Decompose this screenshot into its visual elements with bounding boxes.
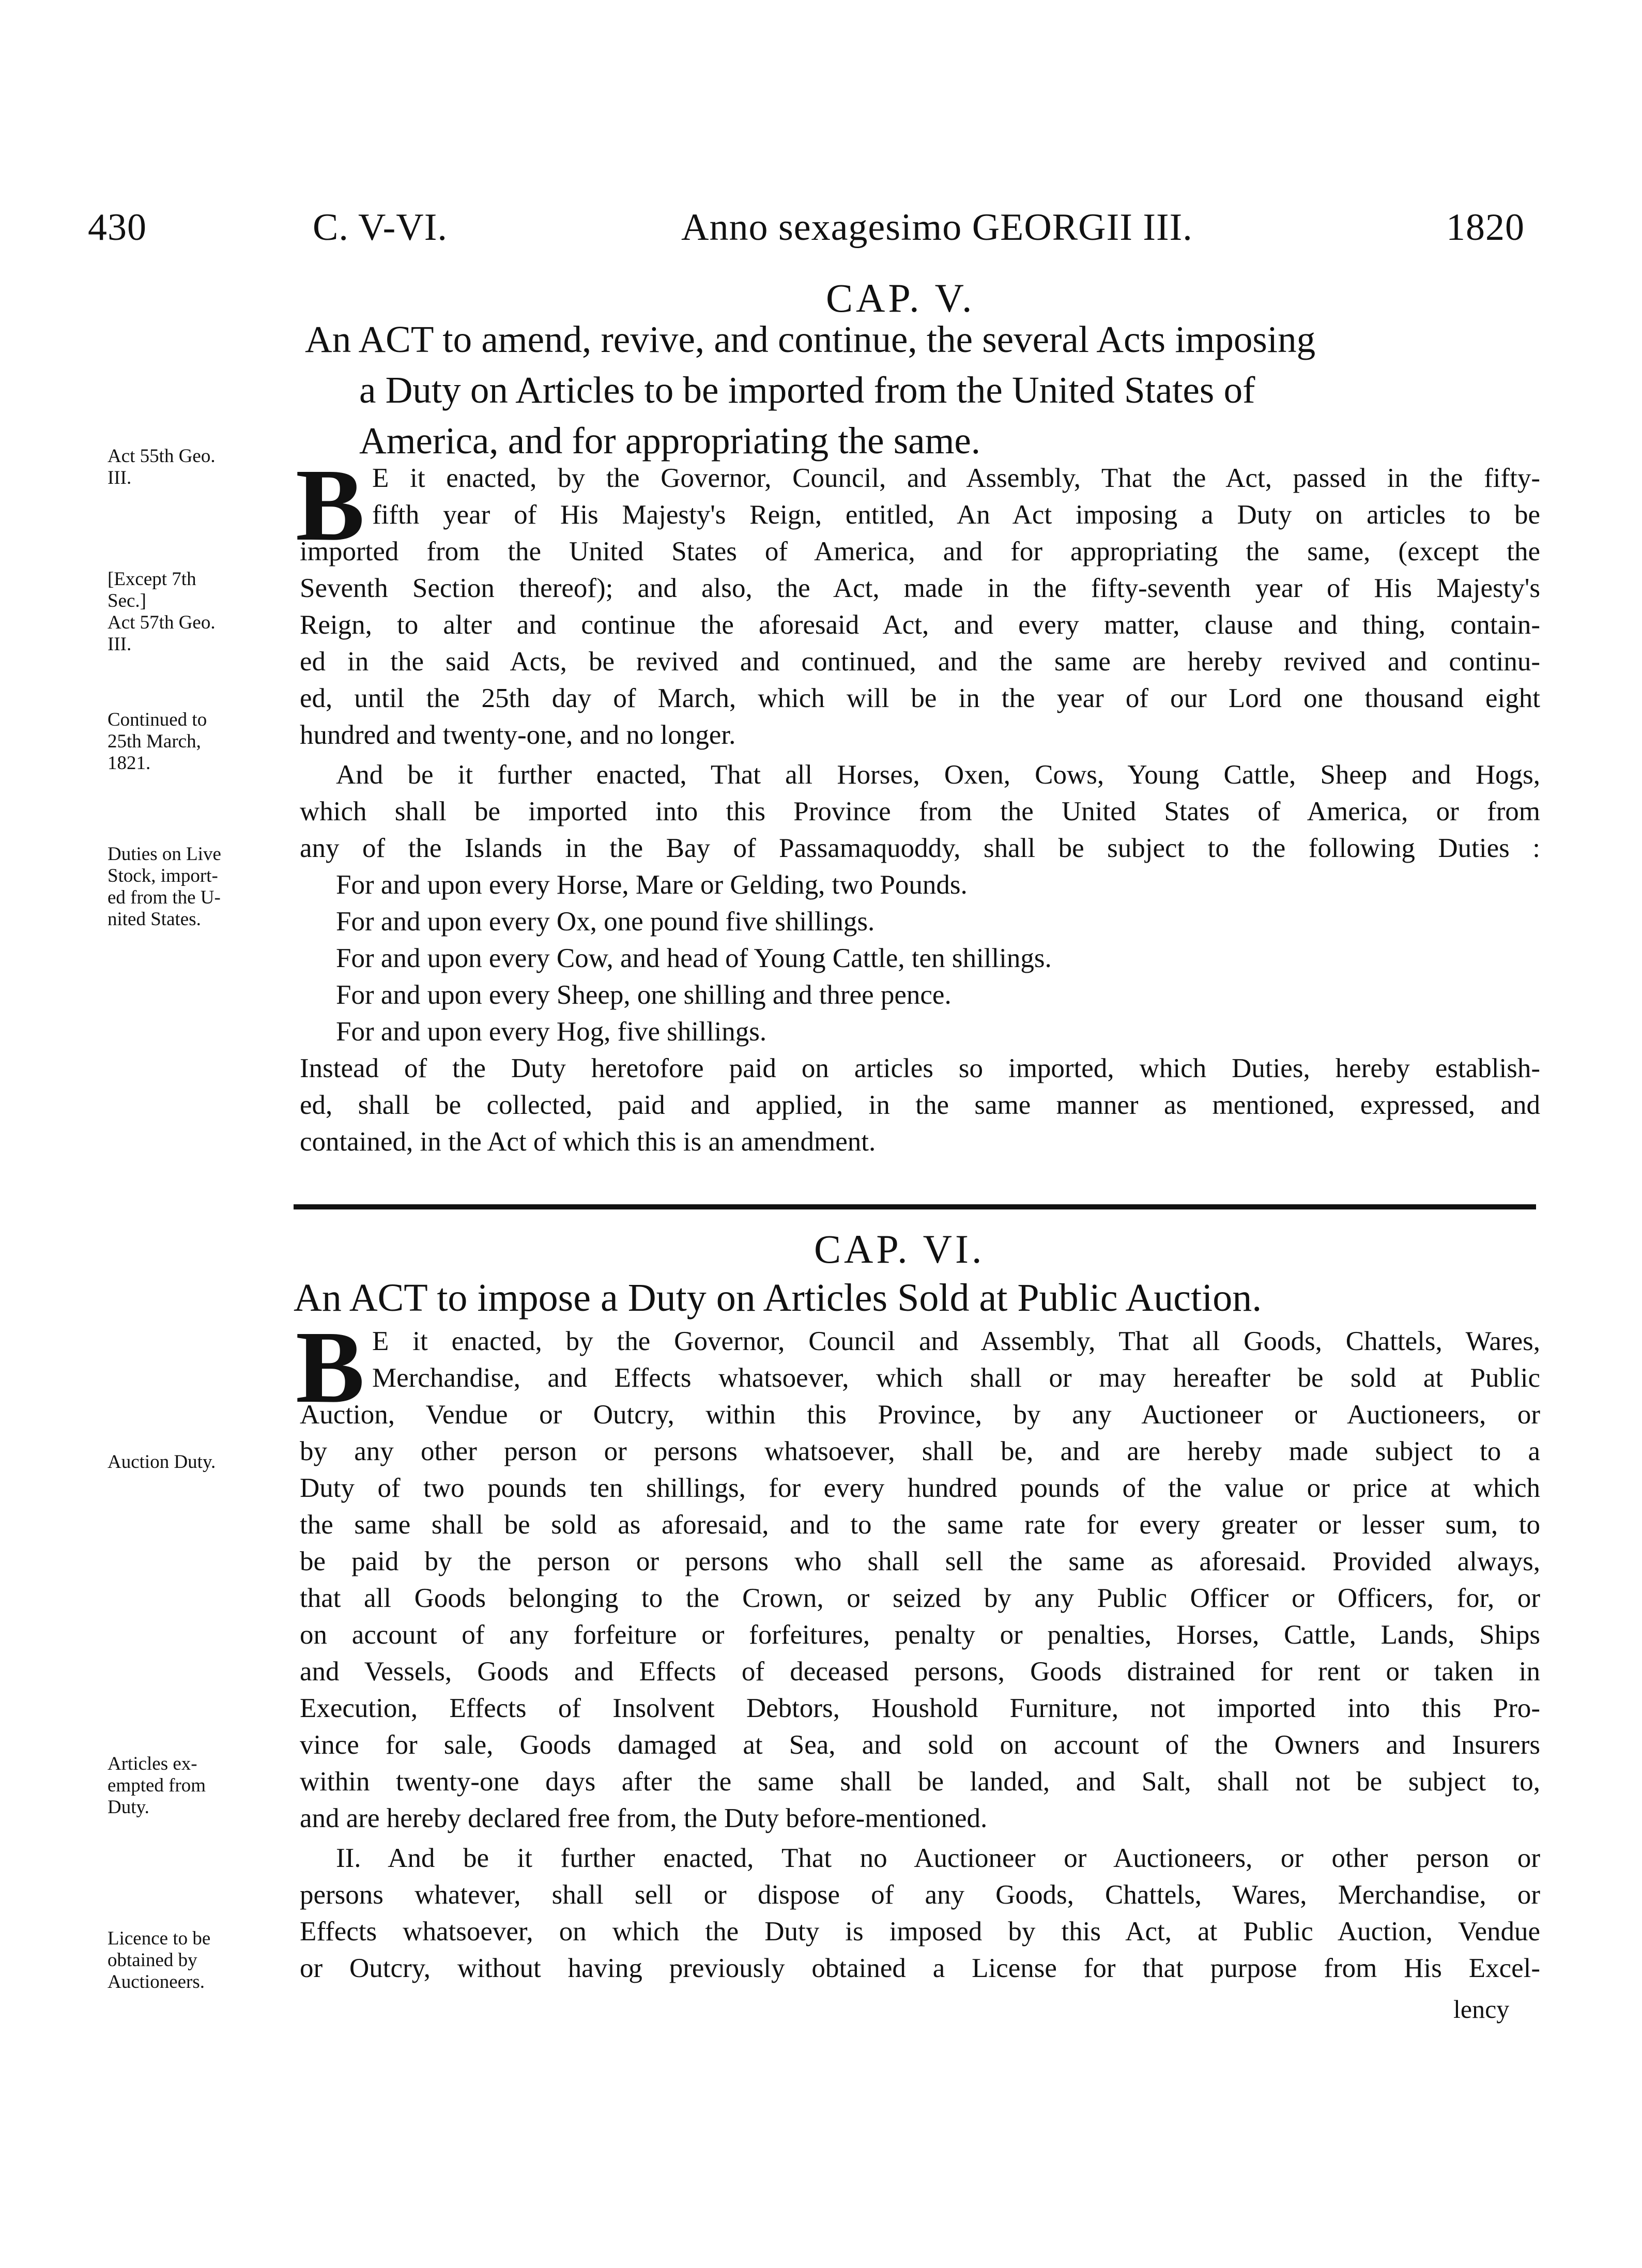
text-line: hundred and twenty-one, and no longer. <box>300 720 736 750</box>
cap5-section-2 <box>300 757 1540 867</box>
text-line: Instead of the Duty heretofore paid on articles so imported, which Duties, hereby establish- <box>300 1053 1540 1083</box>
text-line: Auction, Vendue or Outcry, within this Province, by any Auctioneer or Auctioneers, or <box>300 1400 1540 1430</box>
text-line: within twenty-one days after the same shall be landed, and Salt, shall not be subject to, <box>300 1767 1540 1797</box>
text-line: E it enacted, by the Governor, Council and Assembly, That all Goods, Chattels, Wares, <box>372 1326 1540 1356</box>
margin-note-line: empted from <box>108 1775 206 1796</box>
cap5-heading: CAP. V. <box>826 275 975 320</box>
duty-item: For and upon every Horse, Mare or Gelding, two Pounds. <box>336 870 968 900</box>
duty-item: For and upon every Sheep, one shilling and three pence. <box>336 980 952 1010</box>
margin-note-line: III. <box>108 467 132 488</box>
margin-note-line: Auction Duty. <box>108 1451 216 1473</box>
cap6-title: An ACT to impose a Duty on Articles Sold at Public Auction. <box>294 1276 1262 1320</box>
cap5-title-line: a Duty on Articles to be imported from the United States of <box>359 369 1255 411</box>
text-line: the same shall be sold as aforesaid, and to the same rate for every greater or lesser sum, to <box>300 1510 1540 1540</box>
cap6-heading: CAP. VI. <box>814 1227 985 1271</box>
text-line: by any other person or persons whatsoever, shall be, and are hereby made subject to a <box>300 1436 1540 1466</box>
text-line: and are hereby declared free from, the Duty before-mentioned. <box>300 1803 988 1833</box>
drop-cap: B <box>296 1310 365 1424</box>
year: 1820 <box>1446 206 1525 249</box>
text-line: that all Goods belonging to the Crown, or seized by any Public Officer or Officers, for, or <box>300 1583 1540 1613</box>
margin-note-line: Act 57th Geo. <box>108 612 216 633</box>
chapter-range: C. V-VI. <box>313 206 448 249</box>
cap5-section-3 <box>300 1050 1540 1160</box>
text-line: Seventh Section thereof); and also, the Act, made in the fifty-seventh year of His Majesty's <box>300 573 1540 603</box>
text-line: Reign, to alter and continue the aforesaid Act, and every matter, clause and thing, contain- <box>300 610 1540 640</box>
duty-item: For and upon every Cow, and head of Young Cattle, ten shillings. <box>336 943 1052 973</box>
text-line: Effects whatsoever, on which the Duty is imposed by this Act, at Public Auction, Vendue <box>300 1917 1540 1947</box>
cap6-section-2 <box>300 1840 1540 1987</box>
margin-note-line: Act 55th Geo. <box>108 446 216 467</box>
text-line: ed in the said Acts, be revived and continued, and the same are hereby revived and continu- <box>300 647 1540 677</box>
text-line: or Outcry, without having previously obtained a License for that purpose from His Excel- <box>300 1953 1540 1983</box>
margin-note <box>108 569 278 655</box>
text-line: ed, until the 25th day of March, which will be in the year of our Lord one thousand eight <box>300 683 1540 713</box>
drop-cap: B <box>296 448 365 562</box>
text-line: E it enacted, by the Governor, Council, and Assembly, That the Act, passed in the fifty- <box>372 463 1540 493</box>
margin-note-line: ed from the U- <box>108 887 221 908</box>
text-line: fifth year of His Majesty's Reign, entitled, An Act imposing a Duty on articles to be <box>372 500 1540 530</box>
margin-note-line: Stock, import- <box>108 865 218 886</box>
duty-list <box>300 867 1540 1050</box>
margin-note-line: Duties on Live <box>108 844 221 865</box>
cap6-section-1 <box>300 1323 1540 1837</box>
text-line: which shall be imported into this Province from the United States of America, or from <box>300 796 1540 826</box>
margin-note-line: Auctioneers. <box>108 1971 205 1993</box>
cap5-title <box>305 314 1551 466</box>
margin-note-line: Licence to be <box>108 1928 211 1949</box>
text-line: Duty of two pounds ten shillings, for every hundred pounds of the value or price at which <box>300 1473 1540 1503</box>
text-line: on account of any forfeiture or forfeitures, penalty or penalties, Horses, Cattle, Lands, Ships <box>300 1620 1540 1650</box>
text-line: ed, shall be collected, paid and applied, in the same manner as mentioned, expressed, and <box>300 1090 1540 1120</box>
cap5-title-line: America, and for appropriating the same. <box>359 420 981 462</box>
text-line: II. And be it further enacted, That no Auctioneer or Auctioneers, or other person or <box>336 1843 1540 1873</box>
margin-note-line: Continued to <box>108 709 207 730</box>
text-line: persons whatever, shall sell or dispose of any Goods, Chattels, Wares, Merchandise, or <box>300 1880 1540 1910</box>
margin-note <box>108 446 278 489</box>
text-line: any of the Islands in the Bay of Passamaquoddy, shall be subject to the following Duties : <box>300 833 1540 863</box>
margin-note-line: 25th March, <box>108 731 201 752</box>
text-line: imported from the United States of America, and for appropriating the same, (except the <box>300 537 1540 566</box>
margin-note <box>108 844 278 930</box>
text-line: And be it further enacted, That all Horses, Oxen, Cows, Young Cattle, Sheep and Hogs, <box>336 760 1540 790</box>
cap5-section-1 <box>300 460 1540 754</box>
margin-note-line: Duty. <box>108 1797 149 1818</box>
page-number: 430 <box>88 206 147 249</box>
section-divider <box>294 1204 1536 1209</box>
margin-note-line: obtained by <box>108 1950 197 1971</box>
margin-note <box>108 1451 278 1473</box>
margin-note-line: [Except 7th <box>108 569 196 590</box>
text-line: vince for sale, Goods damaged at Sea, and sold on account of the Owners and Insurers <box>300 1730 1540 1760</box>
margin-note-line: Sec.] <box>108 590 146 611</box>
margin-note <box>108 1753 278 1818</box>
running-title: Anno sexagesimo GEORGII III. <box>681 206 1193 249</box>
text-line: Execution, Effects of Insolvent Debtors, Houshold Furniture, not imported into this Pro- <box>300 1693 1540 1723</box>
margin-note-line: III. <box>108 634 132 655</box>
text-line: be paid by the person or persons who shall sell the same as aforesaid. Provided always, <box>300 1546 1540 1576</box>
margin-note-line: nited States. <box>108 909 201 930</box>
catchword: lency <box>1453 1995 1510 2024</box>
margin-note <box>108 1928 278 1993</box>
margin-note <box>108 709 278 774</box>
duty-item: For and upon every Hog, five shillings. <box>336 1017 767 1047</box>
margin-note-line: 1821. <box>108 753 151 774</box>
duty-item: For and upon every Ox, one pound five shillings. <box>336 907 875 937</box>
text-line: contained, in the Act of which this is an amendment. <box>300 1127 876 1157</box>
cap5-title-line: An ACT to amend, revive, and continue, the several Acts imposing <box>305 318 1316 360</box>
text-line: and Vessels, Goods and Effects of deceased persons, Goods distrained for rent or taken in <box>300 1657 1540 1687</box>
margin-note-line: Articles ex- <box>108 1753 197 1774</box>
text-line: Merchandise, and Effects whatsoever, which shall or may hereafter be sold at Public <box>372 1363 1540 1393</box>
